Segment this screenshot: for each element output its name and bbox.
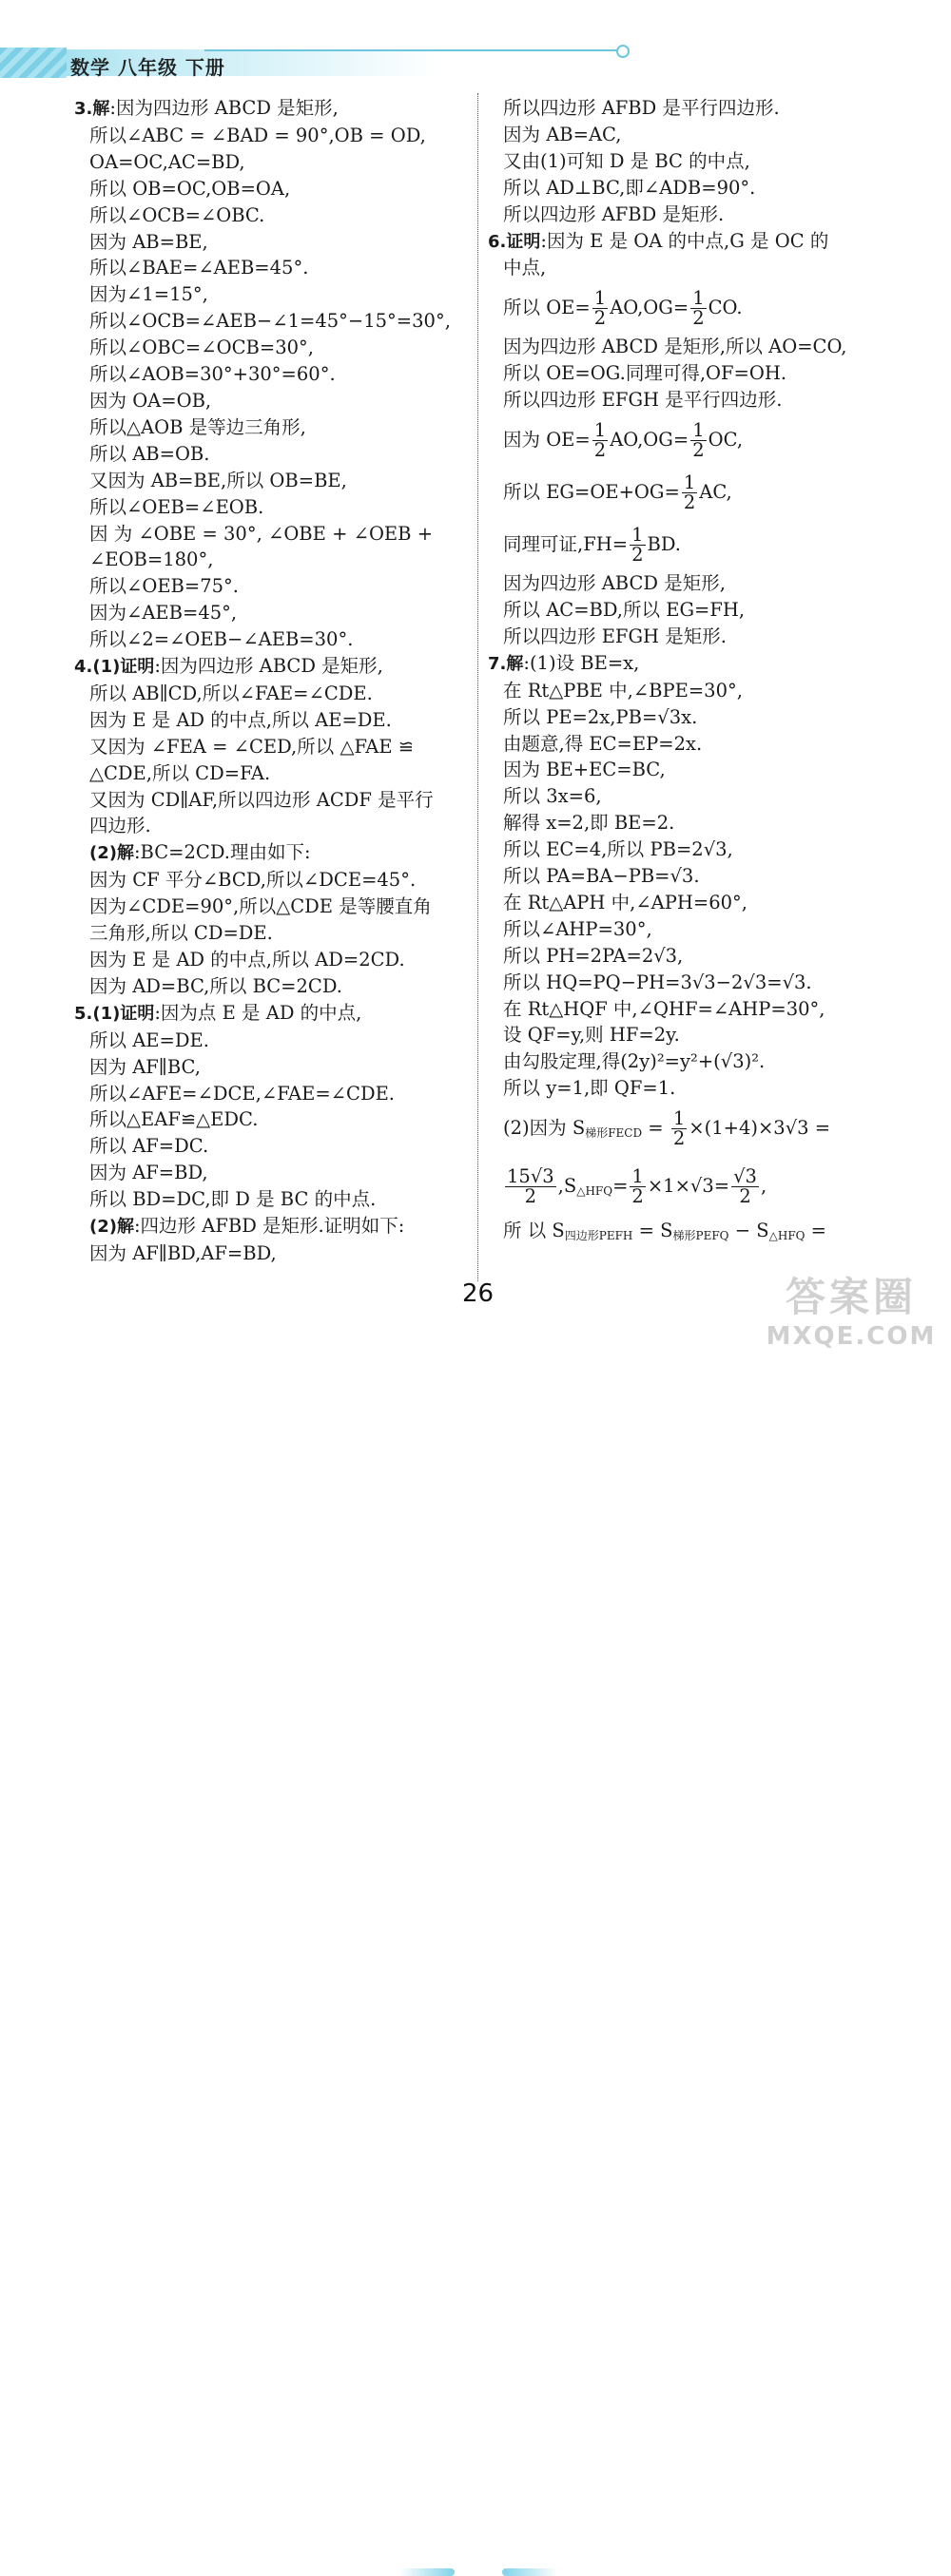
solution-line (74, 441, 472, 468)
solution-text: 所以 y=1,即 QF=1. (503, 1077, 676, 1100)
solution-text: 因为 CF 平分∠BCD,所以∠DCE=45°. (89, 869, 417, 892)
solution-7-line: 所 以 $S_{四边形PEFH} = S_{梯形PEFQ} - S_{\triangle HFQ}$ = (503, 1220, 827, 1243)
solution-text: 所以 BD=DC,即 D 是 BC 的中点. (89, 1188, 377, 1211)
solution-line (488, 678, 906, 704)
solution-line (74, 894, 472, 920)
solution-line (74, 626, 472, 653)
solution-text: 因为 AF=BD, (89, 1162, 208, 1184)
solution-line (488, 996, 906, 1023)
solution-line (74, 202, 472, 229)
solution-line (488, 175, 906, 202)
solution-line (74, 1106, 472, 1133)
solution-line (74, 734, 472, 760)
problem-number: 4. (74, 657, 93, 678)
solution-line (74, 308, 472, 335)
solution-text: 所以 PA=BA−PB=√3. (503, 865, 700, 888)
solution-6-line: 同理可证,FH= $\frac{1}{2}$ BD. (503, 524, 681, 567)
solution-line (74, 600, 472, 626)
solution-heading: (1)证明 (92, 1003, 155, 1024)
solution-line (488, 704, 906, 731)
solution-line (74, 468, 472, 494)
watermark-text-top: 答案圈 (785, 1274, 917, 1320)
solution-line (74, 361, 472, 388)
solution-line (488, 148, 906, 175)
solution-text: 所以四边形 AFBD 是矩形. (503, 202, 725, 225)
solution-line (488, 863, 906, 890)
solution-text: 在 Rt△HQF 中,∠QHF=∠AHP=30°, (503, 997, 825, 1020)
solution-text: 所以∠OBC=∠OCB=30°, (89, 336, 314, 359)
solution-line (74, 787, 472, 814)
solution-text: 所以 AB∥CD,所以∠FAE=∠CDE. (89, 682, 373, 704)
solution-text: 因为 AB=BE, (89, 230, 208, 253)
solution-line (488, 202, 906, 228)
page-number: 26 (462, 1279, 495, 1308)
solution-text: :四边形 AFBD 是矩形.证明如下: (133, 1215, 405, 1238)
solution-line (74, 547, 472, 573)
right-column-mid (488, 650, 906, 1102)
solution-line (488, 916, 906, 943)
solution-line (74, 1240, 472, 1267)
solution-line (74, 95, 472, 123)
solution-heading: 解 (506, 653, 524, 674)
solution-line (74, 281, 472, 308)
solution-line (488, 836, 906, 863)
solution-line (74, 707, 472, 734)
solution-text: 因为∠CDE=90°,所以△CDE 是等腰直角 (89, 895, 432, 918)
solution-text: 由勾股定理,得(2y)²=y²+(√3)². (503, 1050, 766, 1073)
solution-text: 所以∠OEB=∠EOB. (89, 495, 264, 518)
solution-text: 因为 AF∥BD,AF=BD, (89, 1241, 277, 1264)
solution-text: 所以∠2=∠OEB−∠AEB=30°. (89, 628, 354, 651)
solution-6-line: 所以四边形 EFGH 是平行四边形. (503, 389, 783, 412)
header-dot-icon (616, 45, 630, 58)
solution-text: 设 QF=y,则 HF=2y. (503, 1024, 680, 1047)
solution-line (74, 920, 472, 947)
solution-text: 所以 AB=OB. (89, 442, 210, 465)
solution-text: 三角形,所以 CD=DE. (89, 922, 273, 945)
solution-line (74, 1186, 472, 1213)
solution-text: ∠EOB=180°, (89, 548, 214, 571)
solution-text: 所以 EC=4,所以 PB=2√3, (503, 838, 733, 861)
solution-line (488, 1022, 906, 1048)
solution-line (488, 890, 906, 916)
solution-6-line: 所以 EG=OE+OG= $\frac{1}{2}$ AC, (503, 471, 732, 514)
solution-text: 所以∠OCB=∠AEB−∠1=45°−15°=30°, (89, 310, 451, 333)
solution-line (74, 414, 472, 441)
header-stripe-decoration (0, 48, 67, 78)
solution-line (488, 122, 906, 148)
solution-line (74, 1028, 472, 1054)
solution-text: OA=OC,AC=BD, (89, 150, 245, 173)
solution-line (74, 1133, 472, 1160)
solution-6-line: 所以 AC=BD,所以 EG=FH, (503, 598, 746, 621)
solution-text: 四边形. (89, 815, 151, 837)
solution-text: 因为 AD=BC,所以 BC=2CD. (89, 974, 342, 997)
solution-line (74, 1213, 472, 1240)
solution-7-line: $\frac{15√3}{2}$ $,S_{\triangle HFQ}=$ $\frac{1}{2}$ ×1×√3= $\frac{√3}{2}$ , (507, 1165, 767, 1208)
solution-line (488, 1075, 906, 1102)
solution-line (74, 839, 472, 867)
solution-text: 所以∠AFE=∠DCE,∠FAE=∠CDE. (89, 1082, 396, 1105)
solution-line (74, 973, 472, 1000)
solution-line (488, 757, 906, 783)
solution-6-line: 所以 OE=OG.同理可得,OF=OH. (503, 362, 787, 385)
solution-text: :因为四边形 ABCD 是矩形, (154, 655, 383, 678)
solution-heading: (2)解 (89, 1217, 134, 1238)
book-title: 数学 八年级 下册 (70, 56, 225, 79)
solution-text: 所以 PE=2x,PB=√3x. (503, 705, 698, 728)
solution-line (74, 813, 472, 839)
solution-heading: (2)解 (89, 843, 134, 864)
watermark-text-bottom: MXQE.COM (766, 1322, 937, 1351)
solution-line (74, 760, 472, 787)
solution-text: 又因为 AB=BE,所以 OB=BE, (89, 469, 347, 491)
solution-line (74, 255, 472, 281)
solution-line (488, 970, 906, 996)
solution-text: 在 Rt△PBE 中,∠BPE=30°, (503, 679, 743, 702)
solution-text: 所以 AF=DC. (89, 1135, 209, 1158)
solution-text: 所以 AD⊥BC,即∠ADB=90°. (503, 176, 756, 199)
solution-text: :BC=2CD.理由如下: (133, 841, 311, 864)
solution-text: 因为 AF∥BC, (89, 1055, 201, 1078)
solution-text: 所以 3x=6, (503, 785, 602, 808)
solution-line (74, 681, 472, 707)
solution-heading: (1)证明 (92, 657, 155, 678)
solution-text: 在 Rt△APH 中,∠APH=60°, (503, 891, 747, 913)
solution-line (488, 943, 906, 970)
solution-line (74, 1054, 472, 1081)
solution-line (74, 867, 472, 894)
problem-number: 7. (488, 653, 507, 674)
solution-text: 所以∠BAE=∠AEB=45°. (89, 257, 309, 279)
solution-line (74, 494, 472, 521)
solution-text: 所以四边形 AFBD 是平行四边形. (503, 97, 780, 119)
solution-text: 又因为 ∠FEA = ∠CED,所以 △FAE ≌ (89, 735, 415, 758)
solution-6-line: 所以四边形 EFGH 是矩形. (503, 625, 727, 647)
solution-text: 所以 PH=2PA=2√3, (503, 944, 684, 967)
solution-line (74, 521, 472, 548)
solution-6-line: 所以 OE= $\frac{1}{2}$ AO,OG= $\frac{1}{2}$ CO. (503, 287, 743, 330)
solution-line (74, 229, 472, 256)
solution-line (488, 783, 906, 810)
solution-text: 因为 BE+EC=BC, (503, 759, 666, 781)
solution-text: 所以∠AHP=30°, (503, 917, 652, 940)
page-header (0, 0, 951, 86)
solution-6-line: 因为四边形 ABCD 是矩形,所以 AO=CO, (503, 336, 847, 358)
solution-line (74, 123, 472, 149)
solution-text: 又由(1)可知 D 是 BC 的中点, (503, 149, 750, 172)
solution-text: 因为 E 是 AD 的中点,所以 AE=DE. (89, 708, 392, 731)
solution-line (488, 255, 906, 281)
solution-line (74, 573, 472, 600)
solution-text: 所以∠OCB=∠OBC. (89, 203, 265, 226)
solution-text: 所以∠AOB=30°+30°=60°. (89, 363, 336, 386)
solution-6-line: 因为 OE= $\frac{1}{2}$ AO,OG= $\frac{1}{2}$ OC, (503, 419, 744, 462)
solution-line (74, 149, 472, 176)
solution-text: 所以△EAF≌△EDC. (89, 1108, 259, 1131)
header-rule (204, 49, 623, 51)
solution-text: 所以 HQ=PQ−PH=3√3−2√3=√3. (503, 971, 812, 993)
solution-text: :因为点 E 是 AD 的中点, (154, 1001, 362, 1024)
solution-heading: 证明 (506, 231, 541, 252)
solution-text: 因为 AB=AC, (503, 123, 622, 145)
solution-line (74, 653, 472, 681)
footer-decoration-right (502, 2568, 557, 2576)
solution-text: 所以△AOB 是等边三角形, (89, 415, 306, 438)
watermark-logo (761, 1274, 941, 1359)
solution-text: 因为∠AEB=45°, (89, 602, 238, 625)
solution-line (74, 1160, 472, 1186)
solution-text: 所以∠ABC = ∠BAD = 90°,OB = OD, (89, 124, 426, 146)
problem-number: 5. (74, 1003, 93, 1024)
solution-text: 所以∠OEB=75°. (89, 575, 239, 598)
solution-line (74, 176, 472, 202)
solution-text: 由题意,得 EC=EP=2x. (503, 732, 703, 755)
solution-line (488, 650, 906, 678)
solution-text: 解得 x=2,即 BE=2. (503, 812, 675, 835)
solution-text: △CDE,所以 CD=FA. (89, 761, 271, 784)
column-divider (477, 93, 478, 1281)
solution-line (74, 1081, 472, 1107)
solution-line (74, 388, 472, 414)
solution-7-line: (2)因为 $S_{梯形FECD}$ = $\frac{1}{2}$ ×(1+4)×3√3 = (503, 1107, 831, 1150)
solution-line (74, 1000, 472, 1028)
solution-heading: 解 (92, 99, 110, 119)
solution-6-line: 因为四边形 ABCD 是矩形, (503, 572, 726, 595)
solution-line (488, 810, 906, 836)
solution-text: 因为∠1=15°, (89, 283, 208, 306)
solution-text: 中点, (503, 257, 547, 279)
left-column (74, 95, 472, 1267)
solution-text: :因为 E 是 OA 的中点,G 是 OC 的 (540, 229, 829, 252)
right-column (488, 95, 906, 1250)
solution-text: 所以 OB=OC,OB=OA, (89, 177, 291, 200)
footer-decoration-left (399, 2568, 455, 2576)
solution-line (488, 731, 906, 758)
solution-text: 所以 AE=DE. (89, 1028, 209, 1051)
solution-line (74, 947, 472, 973)
solution-text: 因 为 ∠OBE = 30°, ∠OBE + ∠OEB + (89, 522, 434, 545)
solution-text: 又因为 CD∥AF,所以四边形 ACDF 是平行 (89, 788, 434, 811)
solution-line (488, 1048, 906, 1075)
solution-text: :因为四边形 ABCD 是矩形, (109, 97, 339, 119)
solution-text: :(1)设 BE=x, (523, 651, 640, 674)
solution-text: 因为 E 是 AD 的中点,所以 AD=2CD. (89, 949, 405, 971)
problem-number: 6. (488, 231, 507, 252)
solution-line (74, 335, 472, 361)
problem-number: 3. (74, 99, 93, 119)
solution-line (488, 95, 906, 122)
solution-text: 因为 OA=OB, (89, 389, 212, 412)
right-column-top (488, 95, 906, 281)
solution-line (488, 228, 906, 256)
